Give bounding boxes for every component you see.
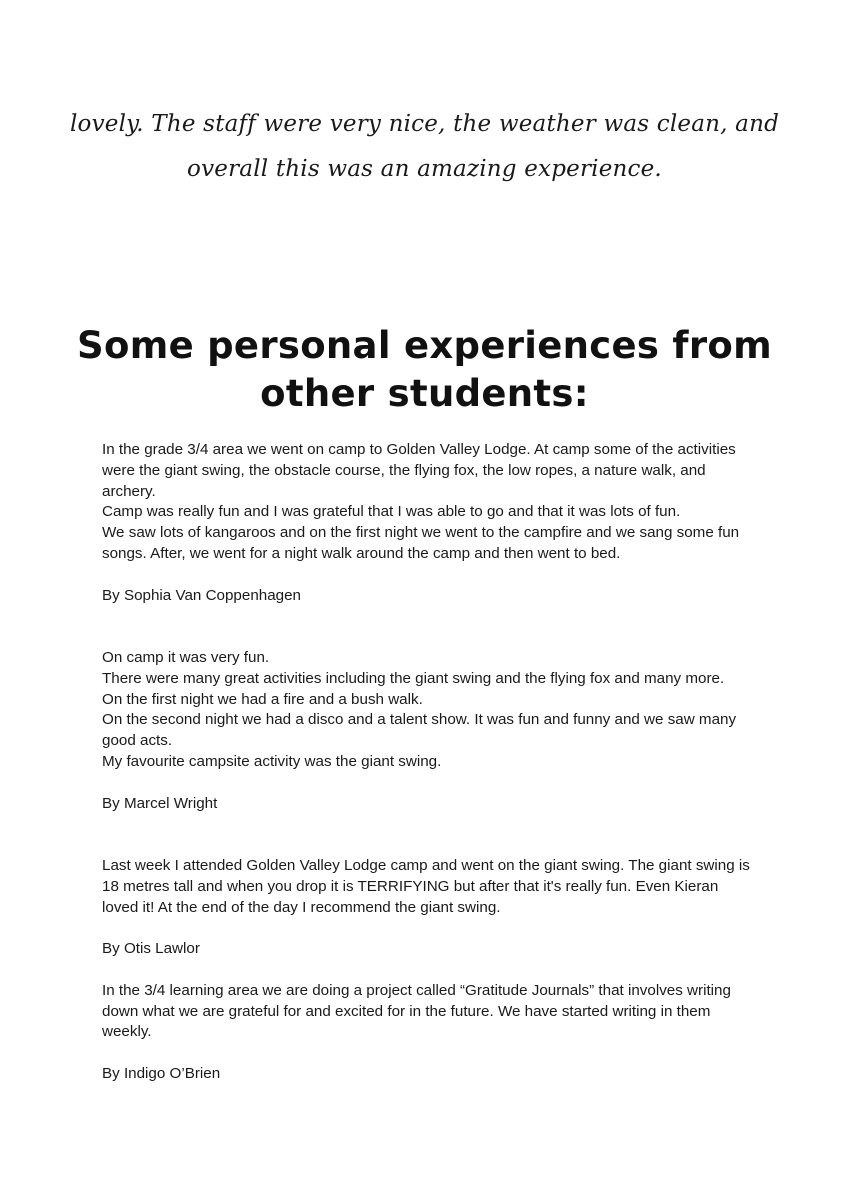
spacer [102, 918, 752, 939]
experience-entry [102, 440, 752, 606]
entry-author: By Otis Lawlor [102, 940, 200, 958]
experience-entry [102, 856, 752, 960]
intro-line: overall this was an amazing experience. [187, 156, 662, 182]
intro-line: lovely. The staff were very nice, the weather was clean, and [69, 111, 780, 137]
entry-paragraph: In the 3/4 learning area we are doing a project called “Gratitude Journals” that involves writing down what we are grateful for and excited for in the future. We have started writing in them weekly. [102, 981, 731, 1041]
entry-paragraph: On camp it was very fun. [102, 648, 270, 666]
entry-paragraph: On the first night we had a fire and a bush walk. [102, 690, 423, 708]
intro-text [60, 102, 789, 192]
experience-entry [102, 981, 752, 1085]
entry-author: By Indigo O’Brien [102, 1064, 221, 1082]
experience-entry [102, 648, 752, 814]
entry-paragraph: There were many great activities including the giant swing and the flying fox and many more. [102, 669, 725, 687]
entry-paragraph: Camp was really fun and I was grateful that I was able to go and that it was lots of fun. [102, 503, 681, 521]
entry-paragraph: We saw lots of kangaroos and on the first night we went to the campfire and we sang some fun songs. After, we went for a night walk around the camp and then went to bed. [102, 524, 740, 562]
entry-paragraph: In the grade 3/4 area we went on camp to Golden Valley Lodge. At camp some of the activities were the giant swing, the obstacle course, the flying fox, the low ropes, a nature walk, and archery. [102, 441, 736, 500]
entry-author: By Sophia Van Coppenhagen [102, 586, 302, 604]
spacer [102, 1043, 752, 1064]
entry-paragraph: My favourite campsite activity was the giant swing. [102, 752, 442, 770]
entry-author: By Marcel Wright [102, 794, 218, 812]
spacer [102, 960, 752, 981]
section-heading: Some personal experiences from other students: [77, 324, 772, 415]
spacer [102, 814, 752, 856]
spacer [102, 565, 752, 586]
student-experiences [102, 440, 752, 1085]
spacer [102, 773, 752, 794]
spacer [102, 606, 752, 648]
entry-paragraph: Last week I attended Golden Valley Lodge camp and went on the giant swing. The giant swing is 18 metres tall and when you drop it is TERRIFYING but after that it's really fun. Even Kieran loved it! At the end of the day I recommend the giant swing. [102, 856, 750, 916]
entry-paragraph: On the second night we had a disco and a talent show. It was fun and funny and we saw many good acts. [102, 711, 737, 750]
